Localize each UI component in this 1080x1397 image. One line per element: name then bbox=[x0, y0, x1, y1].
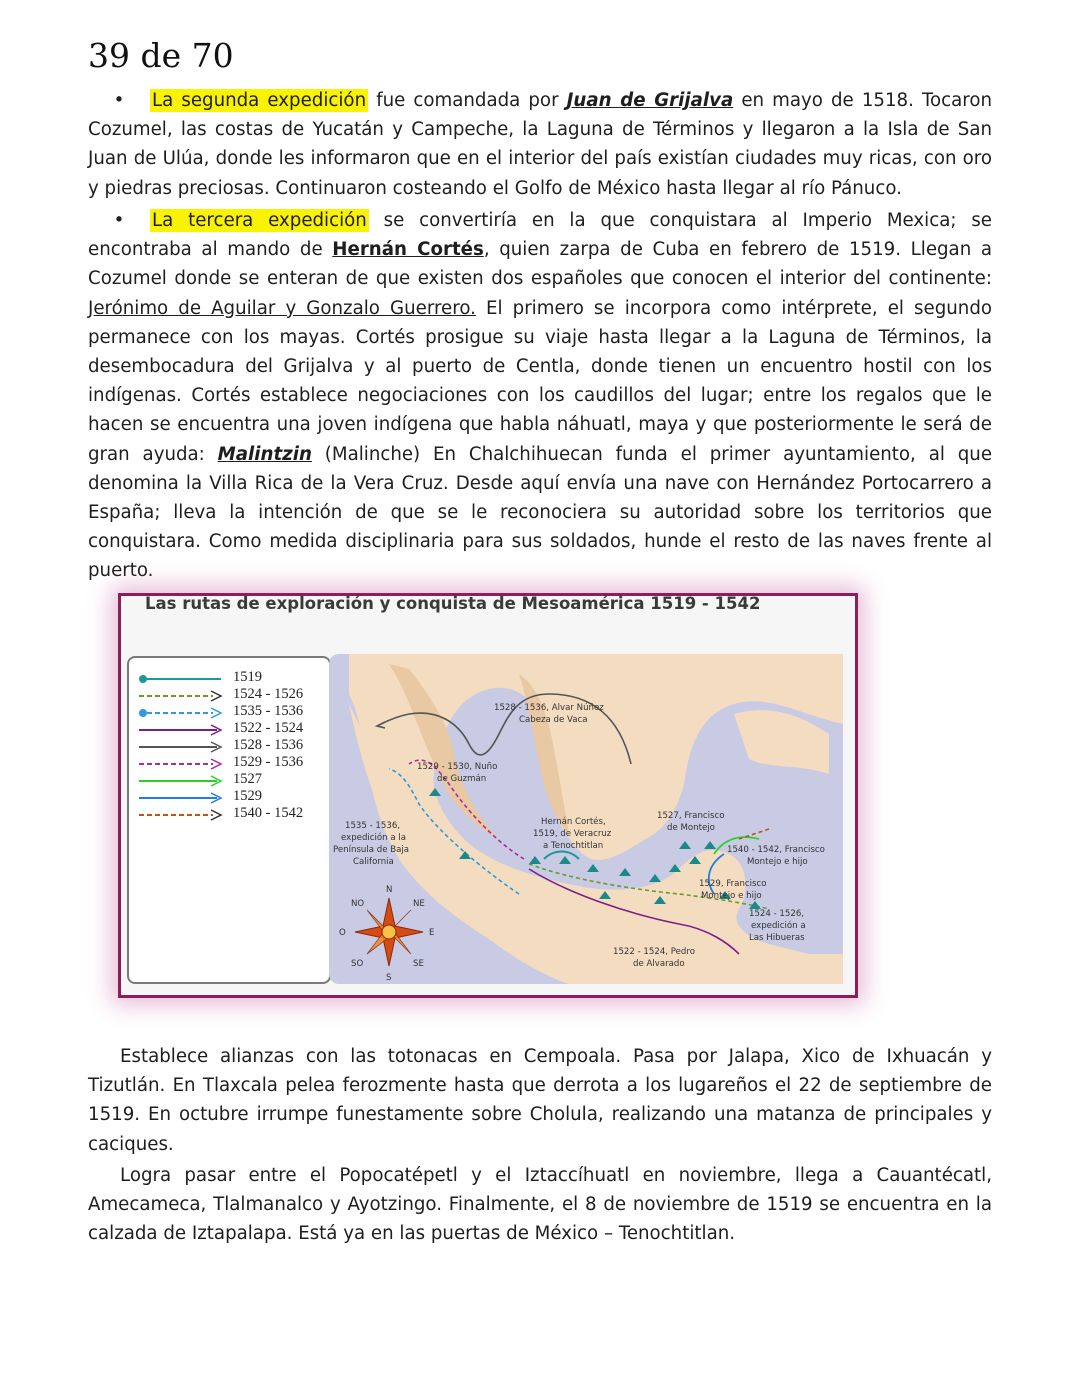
label-baja-1: 1535 - 1536, bbox=[345, 821, 401, 831]
label-alvarado-1: 1522 - 1524, Pedro bbox=[613, 947, 695, 957]
label-baja-4: California bbox=[353, 857, 394, 867]
label-vaca-1: 1528 - 1536, Alvar Núñez bbox=[494, 703, 604, 713]
legend-line-1535 bbox=[135, 706, 225, 720]
legend-item bbox=[135, 721, 325, 738]
name-malintzin: Malintzin bbox=[217, 443, 312, 465]
label-alvarado-2: de Alvarado bbox=[633, 959, 685, 969]
label-hibueras-2: expedición a bbox=[751, 921, 806, 931]
legend-line-1522 bbox=[135, 723, 225, 737]
legend-label: 1540 - 1542 bbox=[233, 805, 304, 821]
compass-e: E bbox=[429, 928, 435, 938]
legend-line-1524 bbox=[135, 689, 225, 703]
label-vaca-2: Cabeza de Vaca bbox=[519, 715, 588, 725]
legend-item bbox=[135, 755, 325, 772]
legend-label: 1528 - 1536 bbox=[233, 737, 304, 753]
legend-line-1527 bbox=[135, 774, 225, 788]
label-cortes-2: 1519, de Veracruz bbox=[533, 829, 612, 839]
paragraph-second-expedition bbox=[88, 86, 992, 203]
name-hernan-cortes: Hernán Cortés bbox=[332, 239, 484, 261]
label-baja-2: expedición a la bbox=[341, 833, 407, 843]
map-title: Las rutas de exploración y conquista de Mesoamérica 1519 - 1542 bbox=[145, 594, 761, 613]
compass-ne: NE bbox=[413, 899, 425, 909]
paragraphs-alliances bbox=[88, 1042, 992, 1248]
label-guzman-1: 1529 - 1530, Nuño bbox=[417, 762, 498, 772]
label-baja-3: Península de Baja bbox=[333, 845, 410, 855]
label-montejo-2: de Montejo bbox=[667, 823, 715, 833]
paragraph-third-expedition bbox=[88, 206, 992, 586]
label-hibueras-3: Las Hibueras bbox=[749, 933, 805, 943]
compass-n: N bbox=[386, 885, 393, 895]
bullet: • bbox=[113, 210, 125, 231]
label-montejo40-1: 1540 - 1542, Francisco bbox=[727, 845, 825, 855]
paragraph-alliances: Establece alianzas con las totonacas en Cempoala. Pasa por Jalapa, Xico de Ixhuacán y Tizutlán. En Tlaxcala pelea ferozmente hasta que derrota a los lugareños el 22 de septiembre de 1519. En octubre irrumpe funestamente sobre Cholula, realizando una matanza de principales y caciques. bbox=[88, 1046, 992, 1155]
compass-se: SE bbox=[413, 959, 424, 969]
legend-item bbox=[135, 806, 325, 823]
map-figure bbox=[118, 593, 858, 998]
name-juan-de-grijalva: Juan de Grijalva bbox=[566, 90, 734, 111]
highlight-second-expedition: La segunda expedición bbox=[152, 90, 367, 111]
legend-item bbox=[135, 670, 325, 687]
text-segment: El primero se incorpora como intérprete, el segundo permanece con los mayas. Cortés prosigue su viaje hasta llegar a la Laguna de Términos, la desembocadura del Grijalva y al puerto de Centla, donde tienen un encuentro hostil con los indígenas. Cortés establece negociaciones con los caudillos del lugar; entre los regalos que le hacen se encuentra una joven indígena que habla náhuatl, maya y que posteriormente le será de gran ayuda: bbox=[88, 297, 992, 465]
label-cortes-3: a Tenochtitlan bbox=[543, 841, 604, 851]
label-montejo29-2: Montejo e hijo bbox=[701, 891, 762, 901]
compass-no: NO bbox=[351, 899, 365, 909]
paragraph-tenochtitlan: Logra pasar entre el Popocatépetl y el Iztaccíhuatl en noviembre, llega a Cauantécatl, Amecameca, Tlalmanalco y Ayotzingo. Finalmente, el 8 de noviembre de 1519 se encuentra en la calzada de Iztapalapa. Está ya en las puertas de México – Tenochtitlan. bbox=[88, 1164, 992, 1245]
legend-label: 1529 - 1536 bbox=[233, 754, 304, 770]
legend-line-1540 bbox=[135, 808, 225, 822]
legend-item bbox=[135, 789, 325, 806]
text-segment: fue comandada por bbox=[368, 90, 567, 111]
legend-item bbox=[135, 772, 325, 789]
label-montejo40-2: Montejo e hijo bbox=[747, 857, 808, 867]
legend-item bbox=[135, 687, 325, 704]
label-montejo-1: 1527, Francisco bbox=[657, 811, 725, 821]
legend-label: 1527 bbox=[233, 771, 262, 787]
legend-label: 1519 bbox=[233, 669, 262, 685]
text-segment: se convertiría en la que conquistara al Imperio Mexica; se encontraba al mando de bbox=[88, 210, 992, 261]
compass-s: S bbox=[386, 973, 392, 983]
legend-item bbox=[135, 738, 325, 755]
map-legend bbox=[127, 656, 331, 984]
legend-line-1529 bbox=[135, 791, 225, 805]
compass-o: O bbox=[339, 928, 346, 938]
compass-so: SO bbox=[351, 959, 364, 969]
label-cortes-1: Hernán Cortés, bbox=[541, 817, 606, 827]
label-montejo29-1: 1529, Francisco bbox=[699, 879, 767, 889]
text-segment: en mayo de 1518. Tocaron Cozumel, las costas de Yucatán y Campeche, la Laguna de Términos y llegaron a la Isla de San Juan de Ulúa, donde les informaron que en el interior del país existían ciudades muy ricas, con oro y piedras preciosas. Continuaron costeando el Golfo de México hasta llegar al río Pánuco. bbox=[88, 90, 992, 199]
label-guzman-2: de Guzmán bbox=[437, 774, 487, 784]
legend-line-1528 bbox=[135, 740, 225, 754]
legend-label: 1535 - 1536 bbox=[233, 703, 304, 719]
legend-label: 1524 - 1526 bbox=[233, 686, 304, 702]
legend-label: 1529 bbox=[233, 788, 262, 804]
text-segment: (Malinche) En Chalchihuecan funda el primer ayuntamiento, al que denomina la Villa Rica de la Vera Cruz. Desde aquí envía una nave con Hernández Portocarrero a España; lleva la intención de que se le reconociera su autoridad sobre los territorios que conquistara. Como medida disciplinaria para sus soldados, hunde el resto de las naves frente al puerto. bbox=[88, 443, 993, 582]
highlight-third-expedition: La tercera expedición bbox=[152, 210, 367, 231]
legend-label: 1522 - 1524 bbox=[233, 720, 304, 736]
legend-line-1529-36 bbox=[135, 757, 225, 771]
page-number: 39 de 70 bbox=[88, 36, 234, 75]
legend-line-1519 bbox=[135, 672, 225, 686]
names-aguilar-guerrero: Jerónimo de Aguilar y Gonzalo Guerrero. bbox=[88, 297, 476, 319]
legend-item bbox=[135, 704, 325, 721]
bullet: • bbox=[113, 90, 125, 111]
label-hibueras-1: 1524 - 1526, bbox=[749, 909, 805, 919]
text-segment: , quien zarpa de Cuba en febrero de 1519. Llegan a Cozumel donde se enteran de que existen dos españoles que conocen el interior del continente: bbox=[88, 239, 992, 290]
map-illustration bbox=[329, 654, 843, 984]
